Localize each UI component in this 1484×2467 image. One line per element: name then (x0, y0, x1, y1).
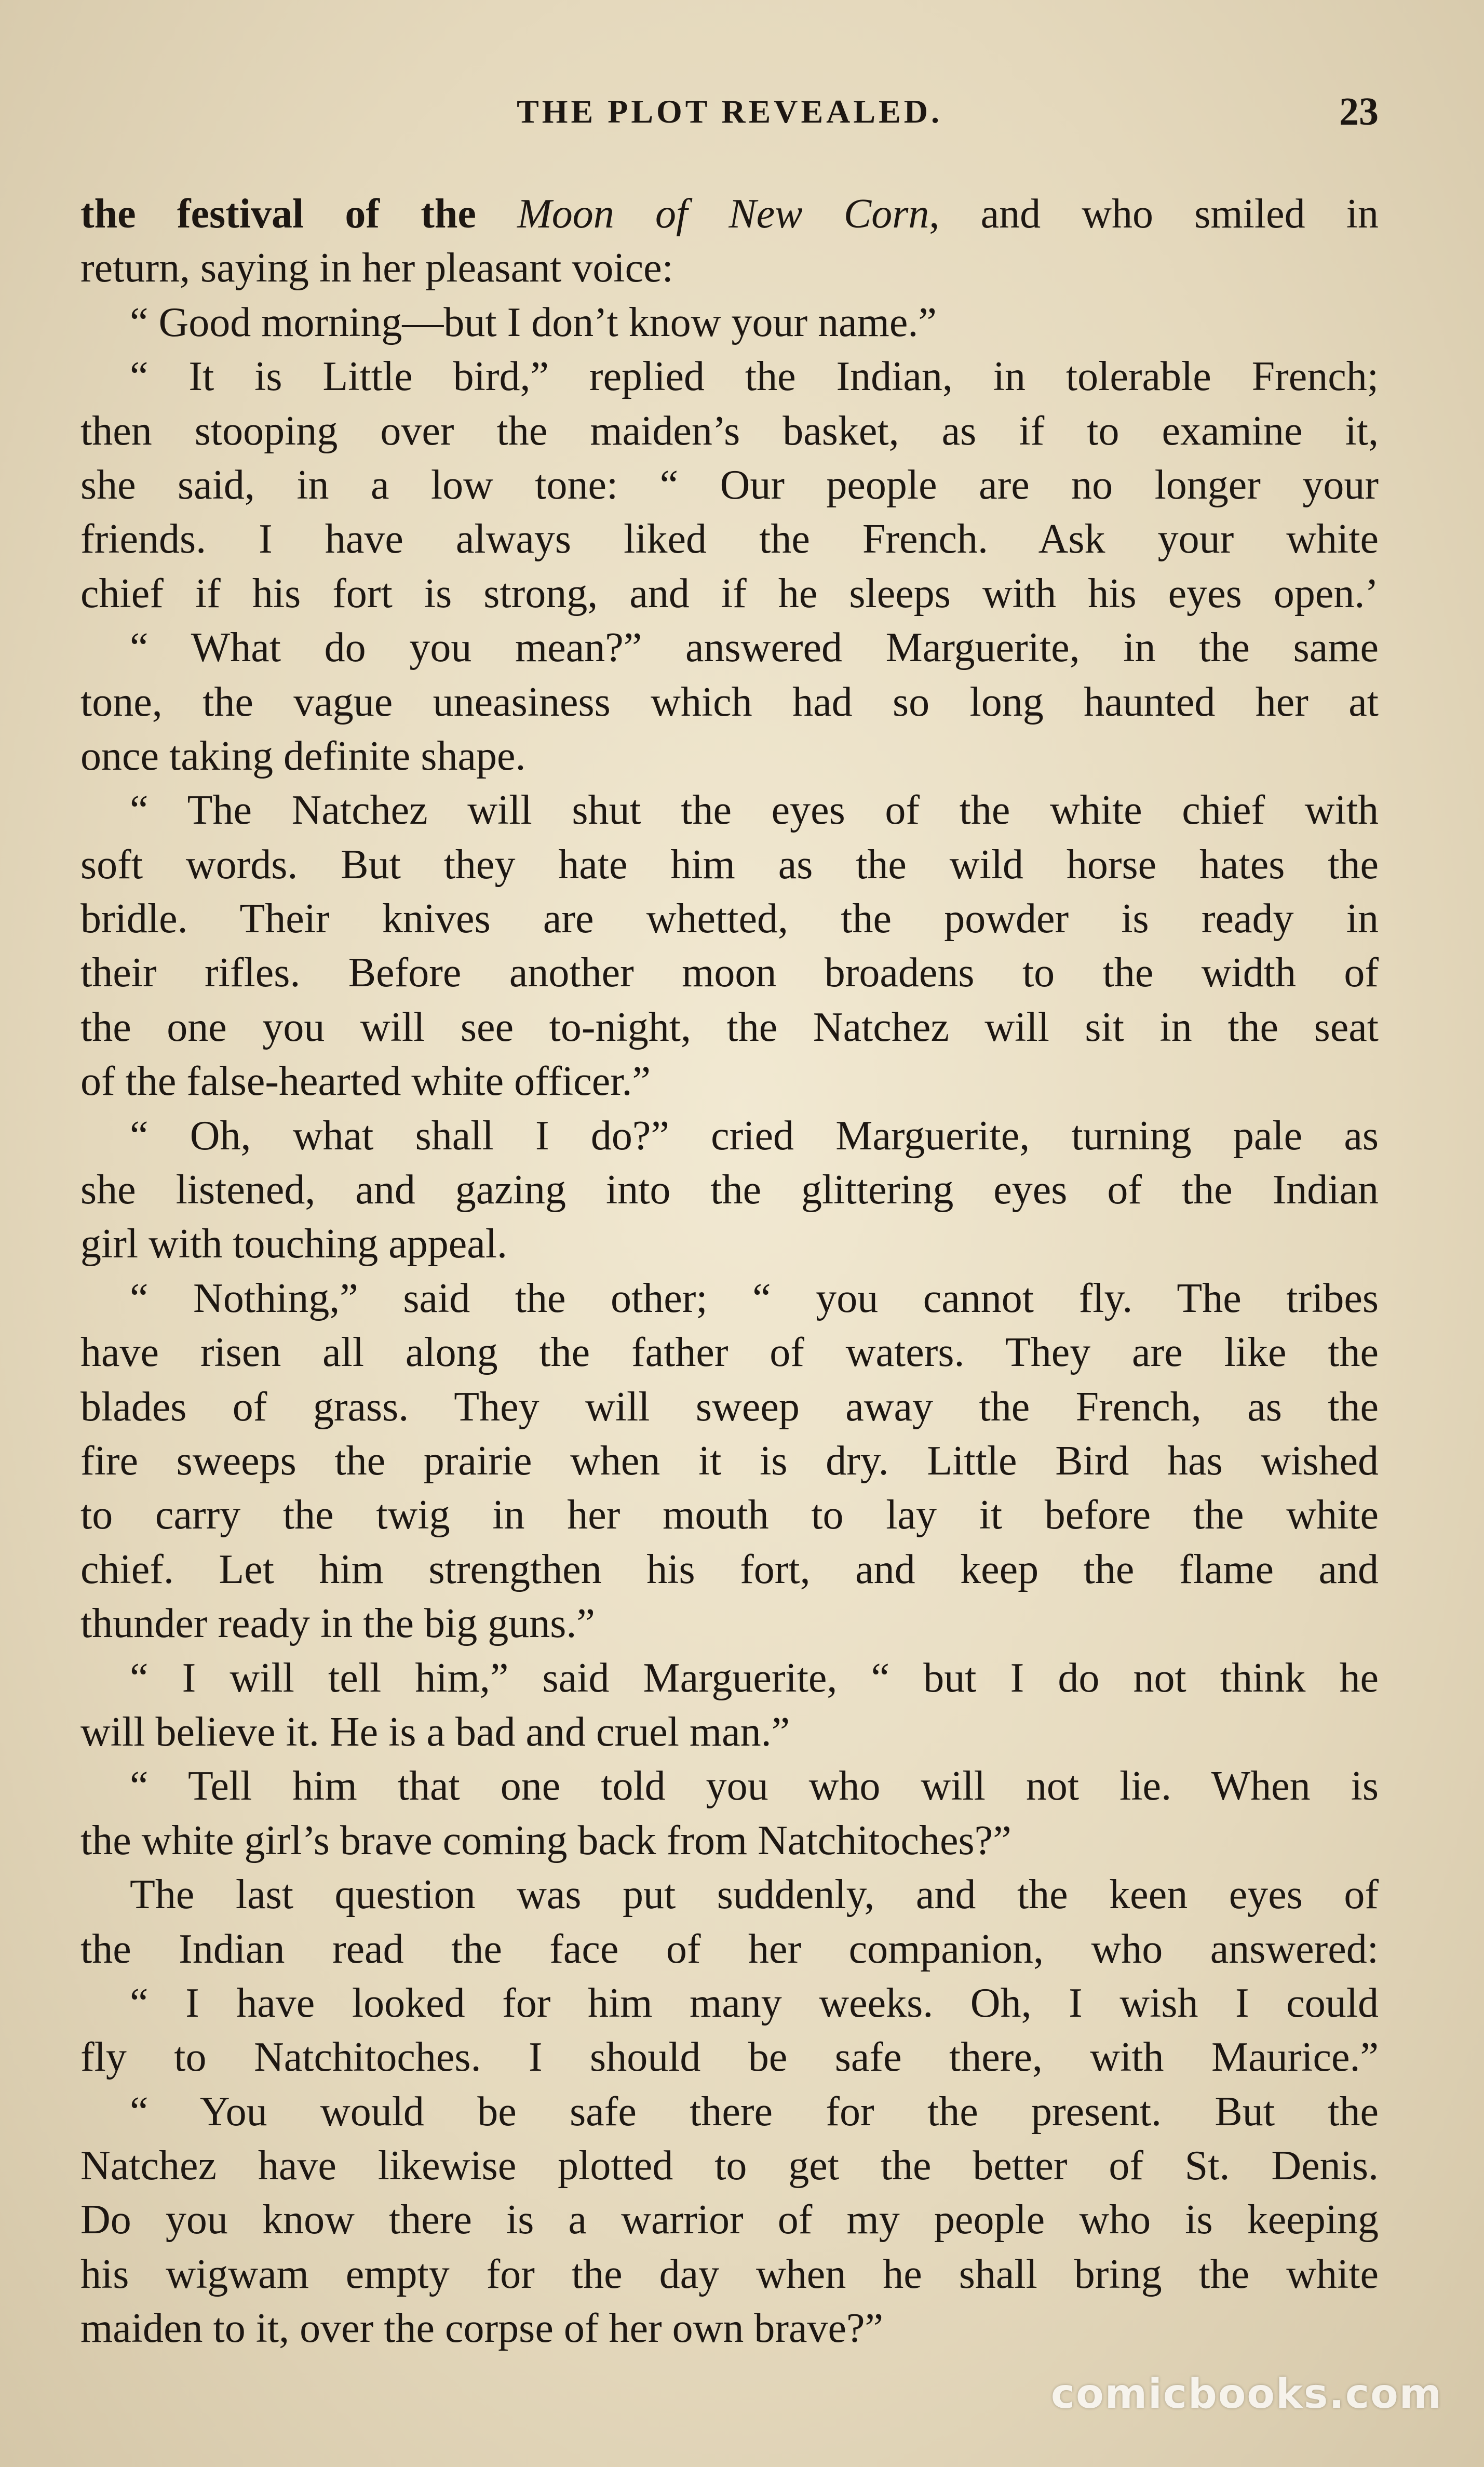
text-line: tone, the vague uneasiness which had so long haunted her at (80, 679, 1379, 725)
text-line: the one you will see to-night, the Natchez will sit in the seat (80, 1004, 1379, 1050)
page-header (80, 86, 1379, 143)
running-head: THE PLOT REVEALED. (517, 93, 942, 130)
text-line: chief if his fort is strong, and if he sleeps with his eyes open.’ (80, 570, 1379, 616)
text-line: once taking definite shape. (80, 733, 526, 779)
text-line: the white girl’s brave coming back from Natchitoches?” (80, 1817, 1011, 1863)
text-line: “ It is Little bird,” replied the Indian, in tolerable French; (130, 354, 1379, 400)
text-line: his wigwam empty for the day when he shall bring the white (80, 2251, 1379, 2297)
text-line: friends. I have always liked the French. Ask your white (80, 516, 1379, 562)
text-line: maiden to it, over the corpse of her own brave?” (80, 2305, 884, 2352)
text-line: “ Tell him that one told you who will not lie. When is (130, 1763, 1379, 1809)
text-line: she listened, and gazing into the glittering eyes of the Indian (80, 1167, 1379, 1213)
text-line: their rifles. Before another moon broadens to the width of (80, 950, 1379, 996)
text-line: then stooping over the maiden’s basket, as if to examine it, (80, 408, 1379, 454)
text-line: bridle. Their knives are whetted, the powder is ready in (80, 896, 1379, 942)
text-line: “ You would be safe there for the present. But the (130, 2088, 1379, 2135)
text-line: Natchez have likewise plotted to get the better of St. Denis. (80, 2143, 1379, 2189)
text-line: of the false-hearted white officer.” (80, 1058, 651, 1105)
text-line: thunder ready in the big guns.” (80, 1601, 595, 1647)
text-line: to carry the twig in her mouth to lay it before the white (80, 1492, 1379, 1538)
watermark: comicbooks.com (1050, 2371, 1442, 2418)
text-line: “ I will tell him,” said Marguerite, “ but I do not think he (130, 1655, 1379, 1701)
text-segment: the festival of the (80, 191, 518, 237)
text-line: fly to Natchitoches. I should be safe there, with Maurice.” (80, 2034, 1379, 2081)
text-line: “ I have looked for him many weeks. Oh, I wish I could (130, 1980, 1379, 2026)
text-line: have risen all along the father of waters. They are like the (80, 1330, 1379, 1376)
text-line: Do you know there is a warrior of my people who is keeping (80, 2197, 1379, 2243)
text-line (80, 187, 1379, 241)
text-line: “ Good morning—but I don’t know your name.” (130, 299, 937, 345)
body-text (80, 187, 1379, 2356)
text-line: soft words. But they hate him as the wild horse hates the (80, 841, 1379, 888)
italic-title: Moon of New Corn (517, 191, 929, 237)
text-segment: , and who smiled in (929, 191, 1379, 237)
text-line: “ The Natchez will shut the eyes of the white chief with (130, 787, 1379, 834)
text-line: “ What do you mean?” answered Marguerite, in the same (130, 625, 1379, 671)
text-line: return, saying in her pleasant voice: (80, 245, 673, 291)
text-line: will believe it. He is a bad and cruel man.” (80, 1709, 790, 1755)
text-line: she said, in a low tone: “ Our people are no longer your (80, 462, 1379, 508)
page-number: 23 (1339, 90, 1379, 133)
text-line: “ Nothing,” said the other; “ you cannot fly. The tribes (130, 1275, 1379, 1321)
text-line: fire sweeps the prairie when it is dry. Little Bird has wished (80, 1438, 1379, 1484)
text-line: girl with touching appeal. (80, 1221, 508, 1267)
text-line: blades of grass. They will sweep away the French, as the (80, 1384, 1379, 1430)
text-line: chief. Let him strengthen his fort, and keep the flame and (80, 1546, 1379, 1592)
text-line: “ Oh, what shall I do?” cried Marguerite, turning pale as (130, 1112, 1379, 1159)
text-line: The last question was put suddenly, and the keen eyes of (130, 1872, 1379, 1918)
text-line: the Indian read the face of her companion, who answered: (80, 1926, 1379, 1972)
